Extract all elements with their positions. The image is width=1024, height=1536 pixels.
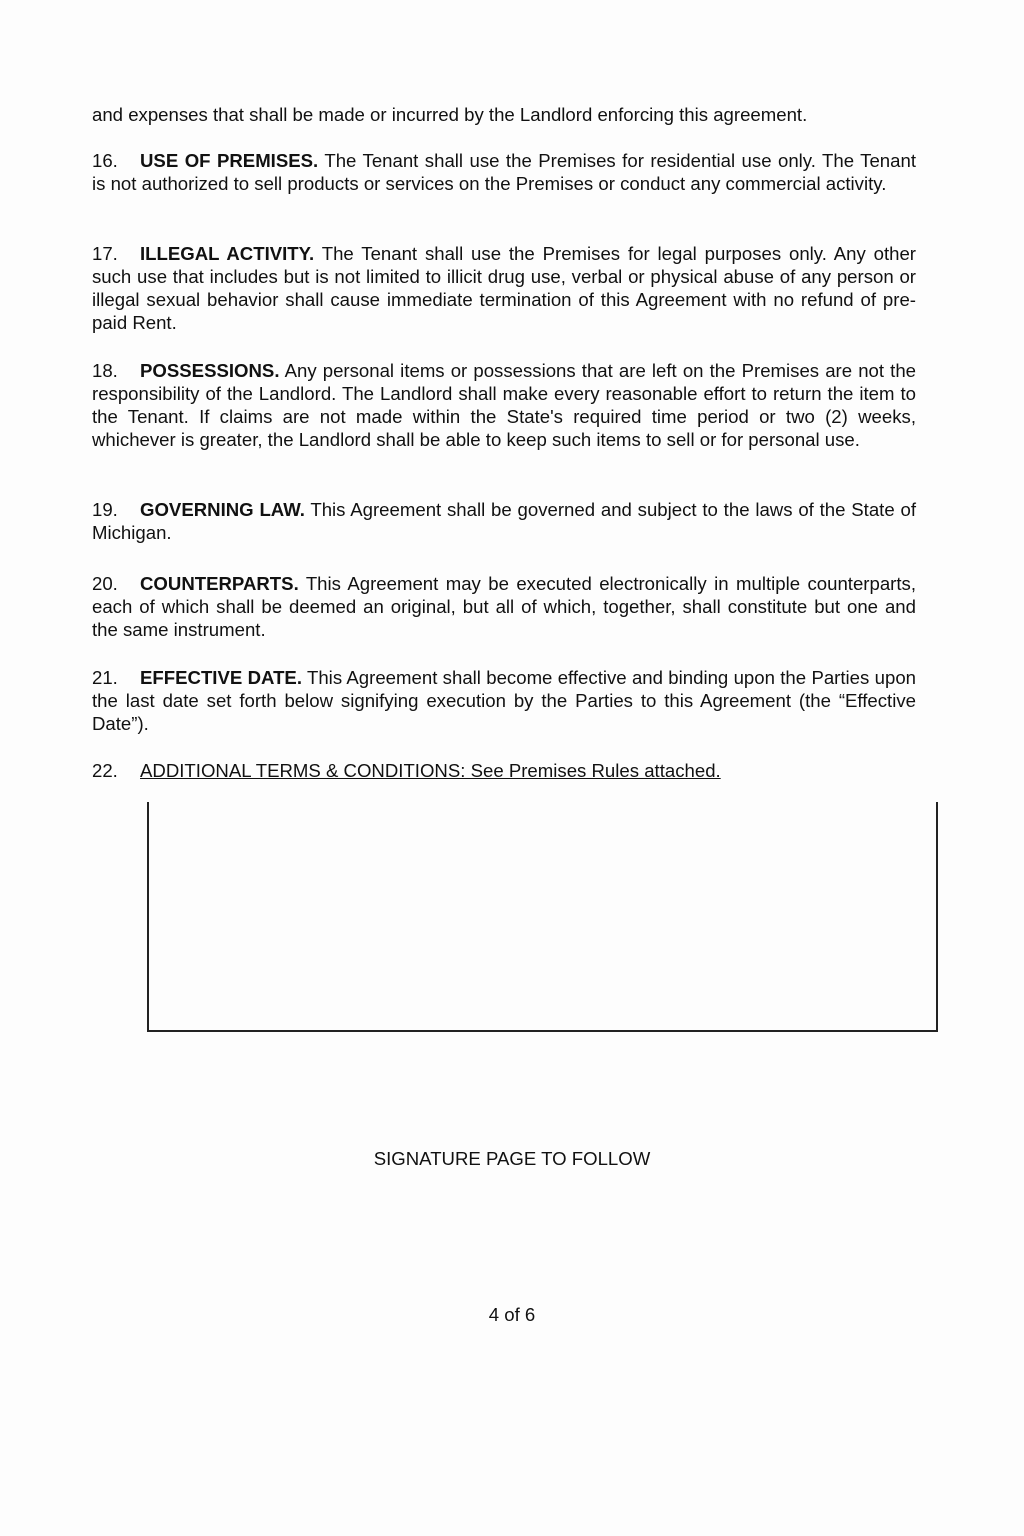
- section-18: [92, 359, 916, 451]
- section-heading: EFFECTIVE DATE.: [140, 667, 302, 688]
- section-heading: ILLEGAL ACTIVITY.: [140, 243, 315, 264]
- section-text: This Agreement shall become effective and binding upon the Parties upon the last date set forth below signifying execution by the Parties to this Agreement (the “Effective Date”).: [92, 667, 916, 734]
- section-number: 20.: [92, 573, 118, 594]
- section-number: 17.: [92, 243, 118, 264]
- section-heading: USE OF PREMISES.: [140, 150, 319, 171]
- section-heading: COUNTERPARTS.: [140, 573, 299, 594]
- section-number: 19.: [92, 499, 118, 520]
- section-16: [92, 149, 916, 195]
- section-text: The Tenant shall use the Premises for residential use only. The Tenant is not authorized to sell products or services on the Premises or conduct any commercial activity.: [92, 150, 916, 194]
- section-22: [92, 759, 916, 782]
- section-heading: POSSESSIONS.: [140, 360, 280, 381]
- section-17: [92, 242, 916, 334]
- section-text: The Tenant shall use the Premises for legal purposes only. Any other such use that includes but is not limited to illicit drug use, verbal or physical abuse of any person or illegal sexual behavior shall cause immediate termination of this Agreement with no refund of pre-paid Rent.: [92, 243, 916, 333]
- page-number: 4 of 6: [488, 1304, 536, 1325]
- section-text: This Agreement shall be governed and subject to the laws of the State of Michigan.: [92, 499, 916, 543]
- intro-paragraph: [92, 103, 916, 126]
- section-number: 21.: [92, 667, 118, 688]
- signature-page-note: SIGNATURE PAGE TO FOLLOW: [373, 1148, 651, 1169]
- section-19: [92, 498, 916, 544]
- section-number: 22.: [92, 760, 118, 781]
- section-21: [92, 666, 916, 735]
- section-number: 18.: [92, 360, 118, 381]
- section-text: Any personal items or possessions that are left on the Premises are not the responsibility of the Landlord. The Landlord shall make every reasonable effort to return the item to the Tenant. If claims are not made within the State's required time period or two (2) weeks, whichever is greater, the Landlord shall be able to keep such items to sell or for personal use.: [92, 360, 916, 450]
- additional-terms-box: [147, 802, 938, 1032]
- section-20: [92, 572, 916, 641]
- section-heading: GOVERNING LAW.: [140, 499, 305, 520]
- section-text: This Agreement may be executed electronically in multiple counterparts, each of which shall be deemed an original, but all of which, together, shall constitute but one and the same instrument.: [92, 573, 916, 640]
- additional-terms-text: ADDITIONAL TERMS & CONDITIONS: See Premises Rules attached.: [140, 760, 721, 781]
- intro-text: and expenses that shall be made or incurred by the Landlord enforcing this agreement.: [92, 104, 808, 125]
- section-number: 16.: [92, 150, 118, 171]
